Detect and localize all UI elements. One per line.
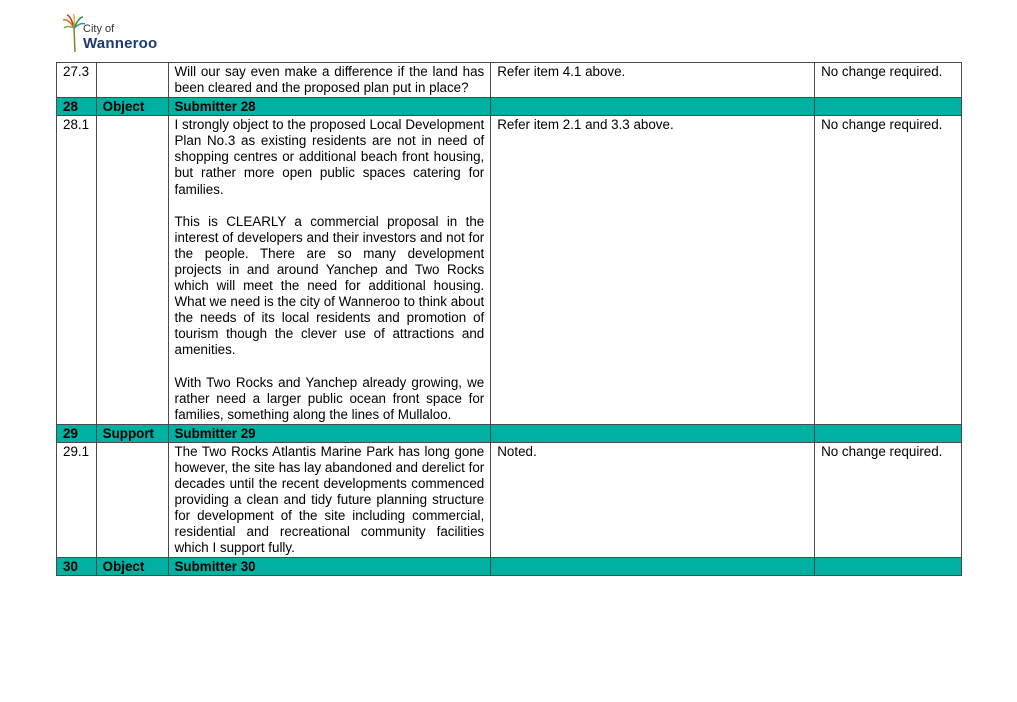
comment-cell: Will our say even make a difference if the land has been cleared and the proposed plan put in place?	[168, 63, 491, 98]
position-cell	[96, 63, 168, 98]
submitter-position: Support	[96, 424, 168, 442]
ref-cell: 28.1	[57, 116, 97, 425]
empty-cell	[815, 424, 962, 442]
comment-paragraph: With Two Rocks and Yanchep already growing, we rather need a larger public ocean front space for families, something along the lines of Mullaloo.	[174, 374, 485, 422]
city-of-wanneroo-logo	[62, 14, 182, 56]
comment-paragraph: This is CLEARLY a commercial proposal in the interest of developers and their investors and not for the people. There are so many development projects in and around Yanchep and Two Rocks which will meet the need for additional housing. What we need is the city of Wanneroo to think about the needs of its local residents and promotion of tourism though the clever use of attractions and amenities.	[174, 213, 485, 358]
submitter-name: Submitter 30	[168, 558, 491, 576]
table-row	[57, 63, 962, 98]
recommendation-cell: No change required.	[815, 63, 962, 98]
logo-city-of-text: City of	[83, 23, 115, 35]
submitter-position: Object	[96, 558, 168, 576]
empty-cell	[815, 558, 962, 576]
submitter-number: 28	[57, 98, 97, 116]
recommendation-cell: No change required.	[815, 116, 962, 425]
recommendation-cell: No change required.	[815, 442, 962, 558]
submitter-header-row	[57, 98, 962, 116]
submissions-table	[56, 62, 962, 576]
submitter-name: Submitter 28	[168, 98, 491, 116]
submitter-header-row	[57, 558, 962, 576]
submitter-number: 29	[57, 424, 97, 442]
submitter-position: Object	[96, 98, 168, 116]
logo-wanneroo-text: Wanneroo	[83, 35, 158, 52]
response-cell: Refer item 4.1 above.	[491, 63, 815, 98]
position-cell	[96, 442, 168, 558]
empty-cell	[491, 558, 815, 576]
position-cell	[96, 116, 168, 425]
ref-cell: 29.1	[57, 442, 97, 558]
comment-cell: The Two Rocks Atlantis Marine Park has long gone however, the site has lay abandoned and derelict for decades until the recent developments commenced providing a clean and tidy future planning structure for development of the site including commercial, residential and recreational community facilities which I support fully.	[168, 442, 491, 558]
empty-cell	[491, 98, 815, 116]
empty-cell	[491, 424, 815, 442]
submitter-name: Submitter 29	[168, 424, 491, 442]
ref-cell: 27.3	[57, 63, 97, 98]
comment-paragraph: I strongly object to the proposed Local Development Plan No.3 as existing residents are not in need of shopping centres or additional beach front housing, but rather more open public spaces catering for families.	[174, 117, 485, 197]
response-cell: Noted.	[491, 442, 815, 558]
table-row	[57, 116, 962, 425]
empty-cell	[815, 98, 962, 116]
table-row	[57, 442, 962, 558]
comment-cell	[168, 116, 491, 425]
response-cell: Refer item 2.1 and 3.3 above.	[491, 116, 815, 425]
submitter-header-row	[57, 424, 962, 442]
submitter-number: 30	[57, 558, 97, 576]
